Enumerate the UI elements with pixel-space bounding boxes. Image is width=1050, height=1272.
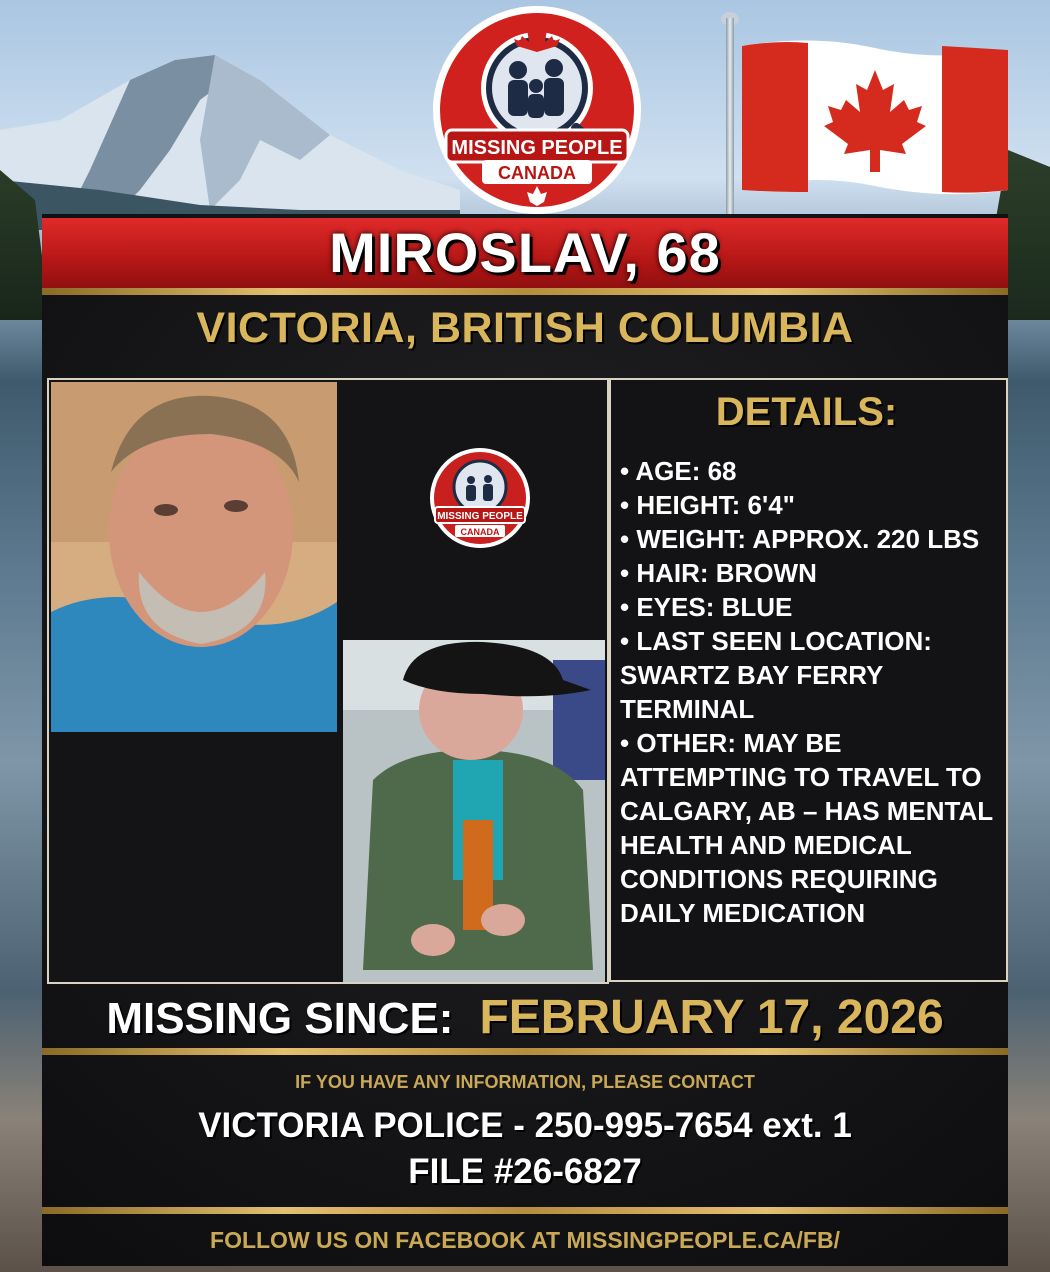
logo-text-line2: CANADA	[498, 163, 576, 183]
detail-age: • AGE: 68	[620, 456, 737, 486]
mountain-illustration	[0, 40, 460, 230]
missing-people-canada-logo	[426, 4, 648, 216]
contact-police: VICTORIA POLICE - 250-995-7654 ext. 1	[198, 1106, 852, 1145]
detail-height: • HEIGHT: 6'4"	[620, 490, 795, 520]
small-logo-text-line2: CANADA	[460, 527, 500, 537]
contact-prompt: IF YOU HAVE ANY INFORMATION, PLEASE CONTACT	[295, 1072, 755, 1092]
detail-last-seen: • LAST SEEN LOCATION: SWARTZ BAY FERRY TERMINAL	[620, 626, 932, 724]
file-number: FILE #26-6827	[408, 1152, 642, 1191]
detail-weight: • WEIGHT: APPROX. 220 LBS	[620, 524, 980, 554]
gold-divider-middle	[42, 1048, 1008, 1055]
cctv-photo	[343, 640, 605, 982]
portrait-photo	[51, 382, 337, 732]
footer-facebook: FOLLOW US ON FACEBOOK AT MISSINGPEOPLE.CA/FB/	[210, 1227, 840, 1253]
detail-other: • OTHER: MAY BE ATTEMPTING TO TRAVEL TO CALGARY, AB – HAS MENTAL HEALTH AND MEDICAL CONDITIONS REQUIRING DAILY MEDICATION	[620, 728, 993, 928]
details-list	[620, 454, 1008, 930]
missing-people-canada-small-logo	[425, 447, 535, 549]
detail-hair: • HAIR: BROWN	[620, 558, 817, 588]
detail-eyes: • EYES: BLUE	[620, 592, 793, 622]
missing-since	[42, 990, 1008, 1045]
person-name-age: MIROSLAV, 68	[329, 221, 721, 284]
missing-since-label: MISSING SINCE:	[106, 994, 454, 1043]
person-location: VICTORIA, BRITISH COLUMBIA	[196, 304, 854, 352]
small-logo-text-line1: MISSING PEOPLE	[437, 511, 523, 522]
logo-text-line1: MISSING PEOPLE	[451, 137, 623, 159]
gold-divider-bottom	[42, 1207, 1008, 1214]
canada-flag-icon	[742, 40, 1008, 196]
missing-since-date: FEBRUARY 17, 2026	[479, 991, 944, 1044]
gold-divider-top	[42, 288, 1008, 295]
details-title: DETAILS:	[715, 390, 898, 434]
flag-pole	[726, 18, 734, 218]
